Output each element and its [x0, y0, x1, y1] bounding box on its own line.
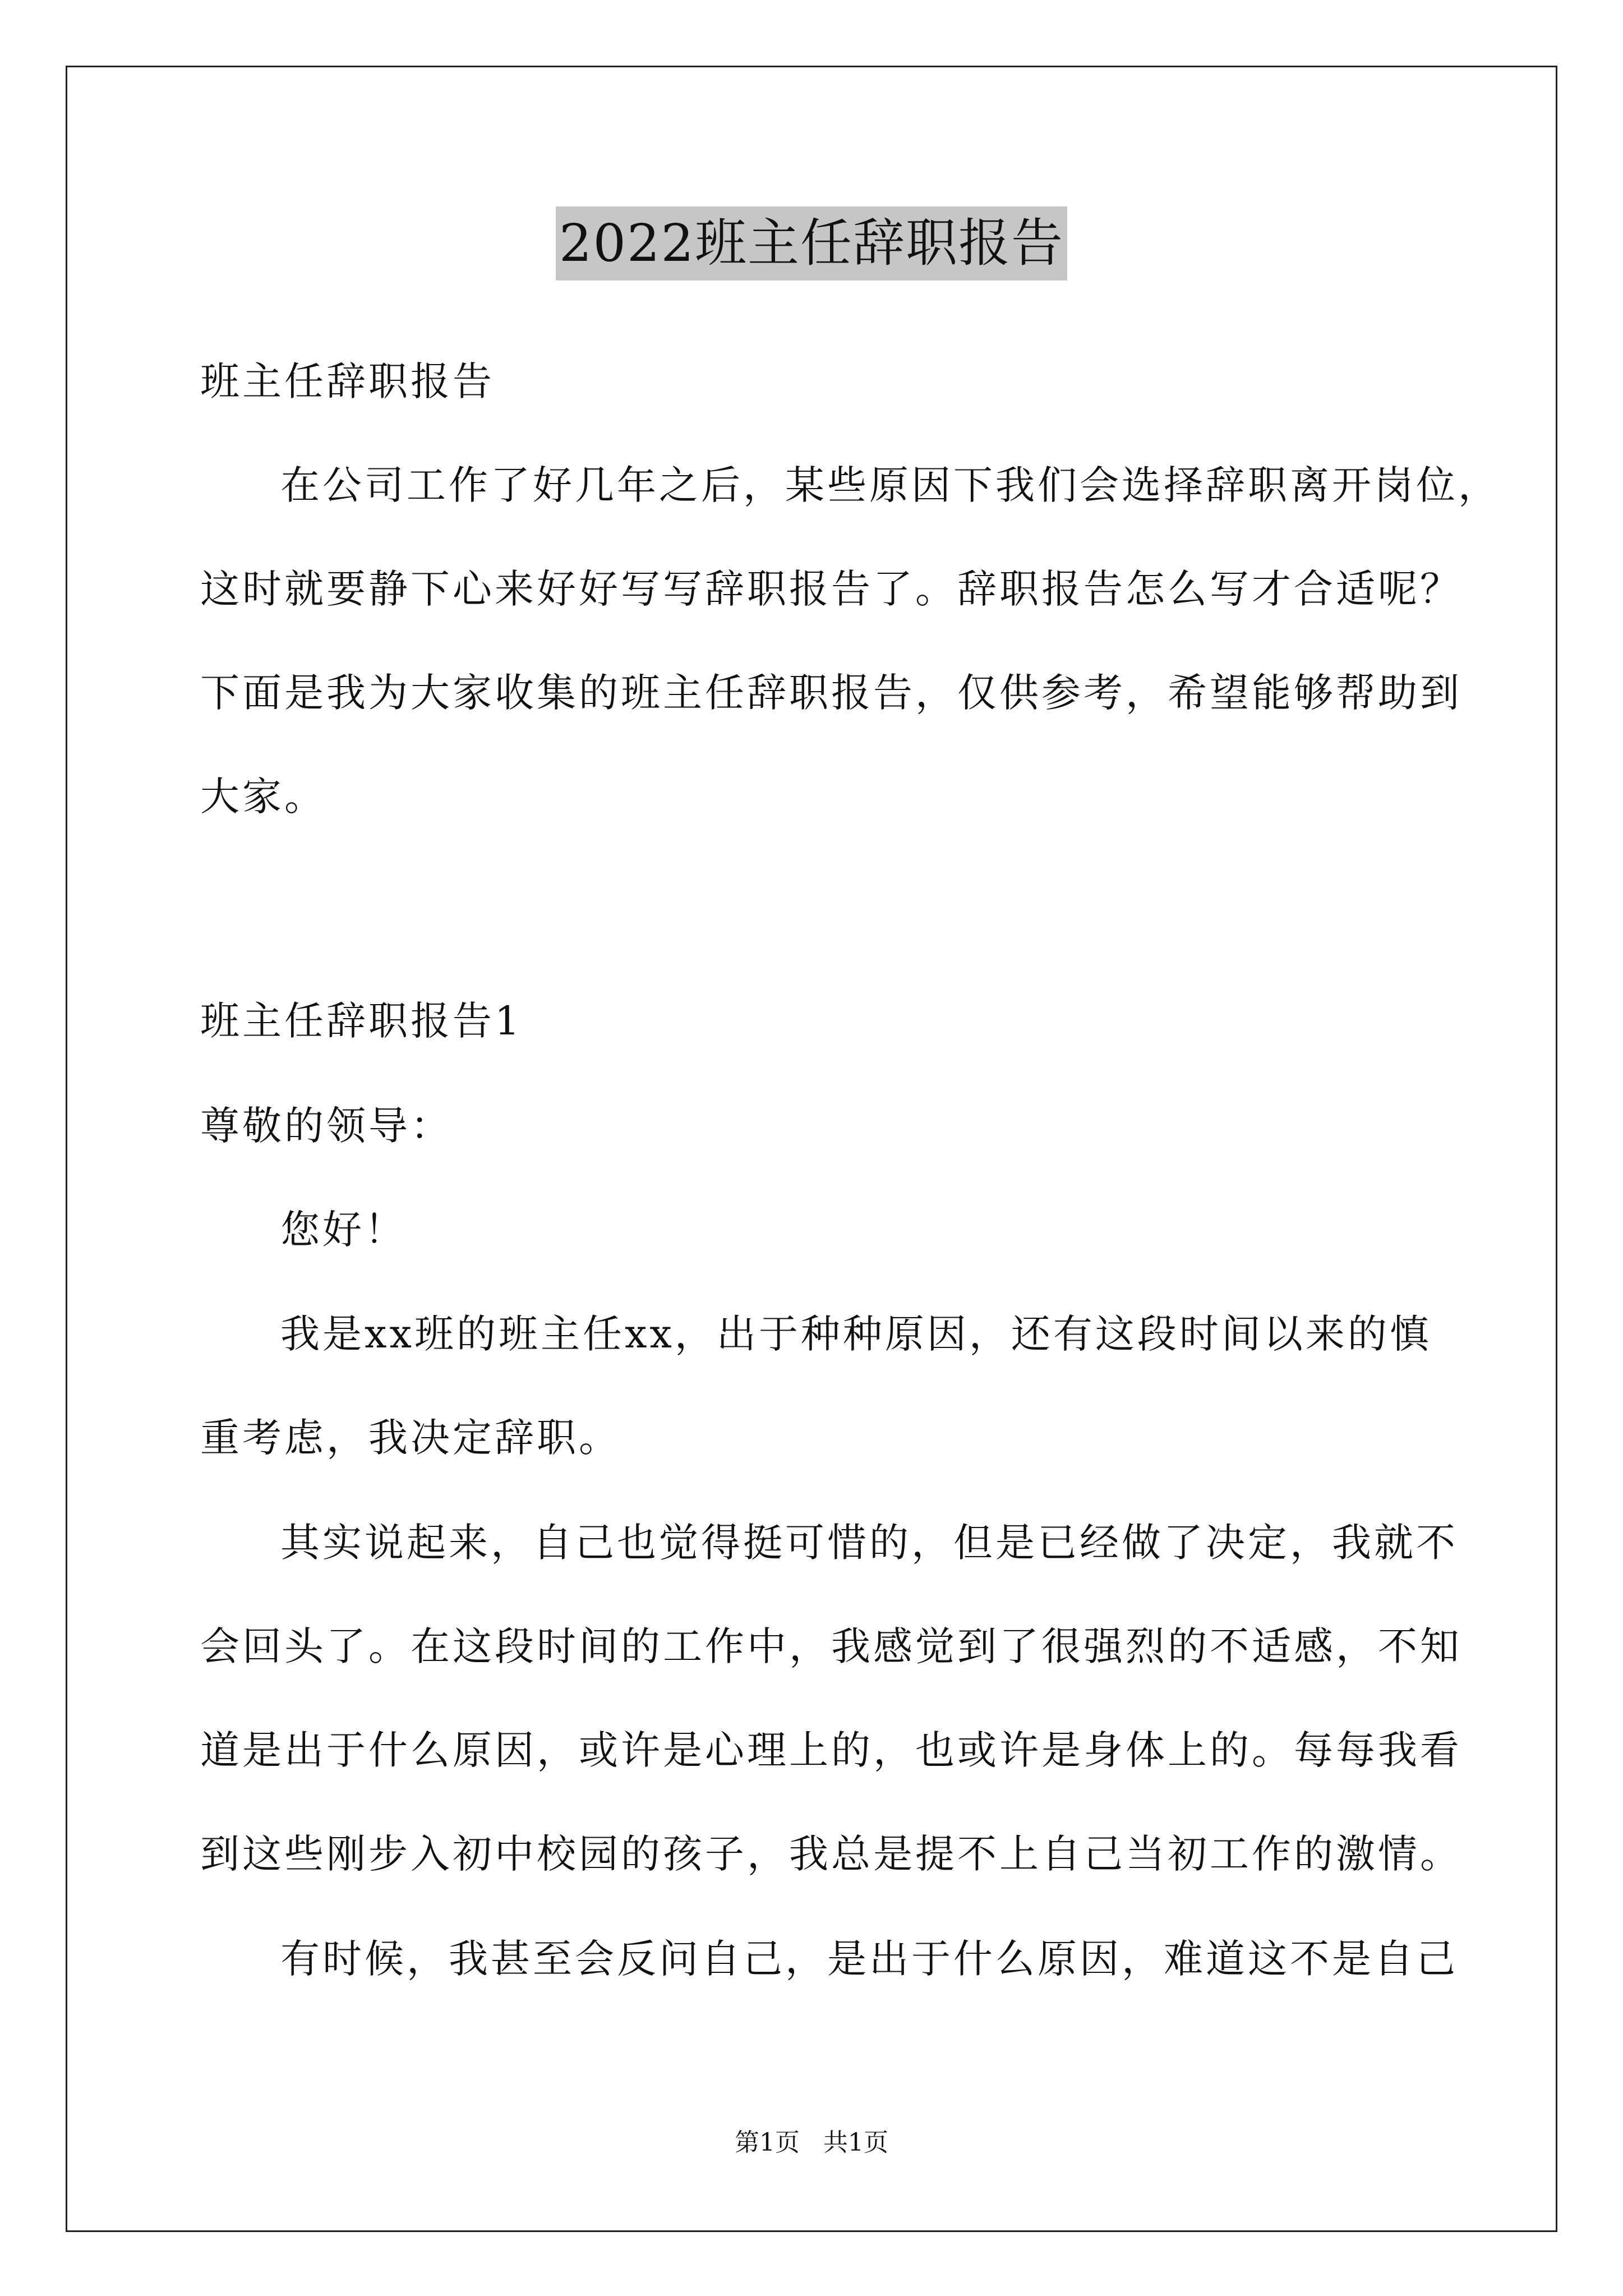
title-container — [0, 206, 1623, 280]
salutation: 尊敬的领导： — [200, 1103, 453, 1149]
intro-line: 在公司工作了好几年之后，某些原因下我们会选择辞职离开岗位， — [280, 462, 1500, 508]
section-heading: 班主任辞职报告1 — [200, 998, 523, 1044]
greeting: 您好！ — [280, 1207, 407, 1253]
page-footer: 第1页 共1页 — [735, 2128, 888, 2157]
intro-line: 大家。 — [200, 774, 326, 820]
paragraph-line: 我是xx班的班主任xx，出于种种原因，还有这段时间以来的慎 — [280, 1311, 1432, 1357]
paragraph-line: 其实说起来，自己也觉得挺可惜的，但是已经做了决定，我就不 — [280, 1520, 1458, 1566]
subtitle: 班主任辞职报告 — [200, 358, 495, 404]
paragraph-line: 会回头了。在这段时间的工作中，我感觉到了很强烈的不适感，不知 — [200, 1623, 1462, 1669]
document-title: 2022班主任辞职报告 — [556, 206, 1067, 280]
intro-line: 这时就要静下心来好好写写辞职报告了。辞职报告怎么写才合适呢？ — [200, 566, 1462, 612]
paragraph-line: 道是出于什么原因，或许是心理上的，也或许是身体上的。每每我看 — [200, 1727, 1462, 1773]
intro-line: 下面是我为大家收集的班主任辞职报告，仅供参考，希望能够帮助到 — [200, 670, 1462, 716]
paragraph-line: 到这些刚步入初中校园的孩子，我总是提不上自己当初工作的激情。 — [200, 1831, 1462, 1877]
paragraph-line: 重考虑，我决定辞职。 — [200, 1415, 621, 1461]
paragraph-line: 有时候，我甚至会反问自己，是出于什么原因，难道这不是自己 — [280, 1936, 1458, 1982]
